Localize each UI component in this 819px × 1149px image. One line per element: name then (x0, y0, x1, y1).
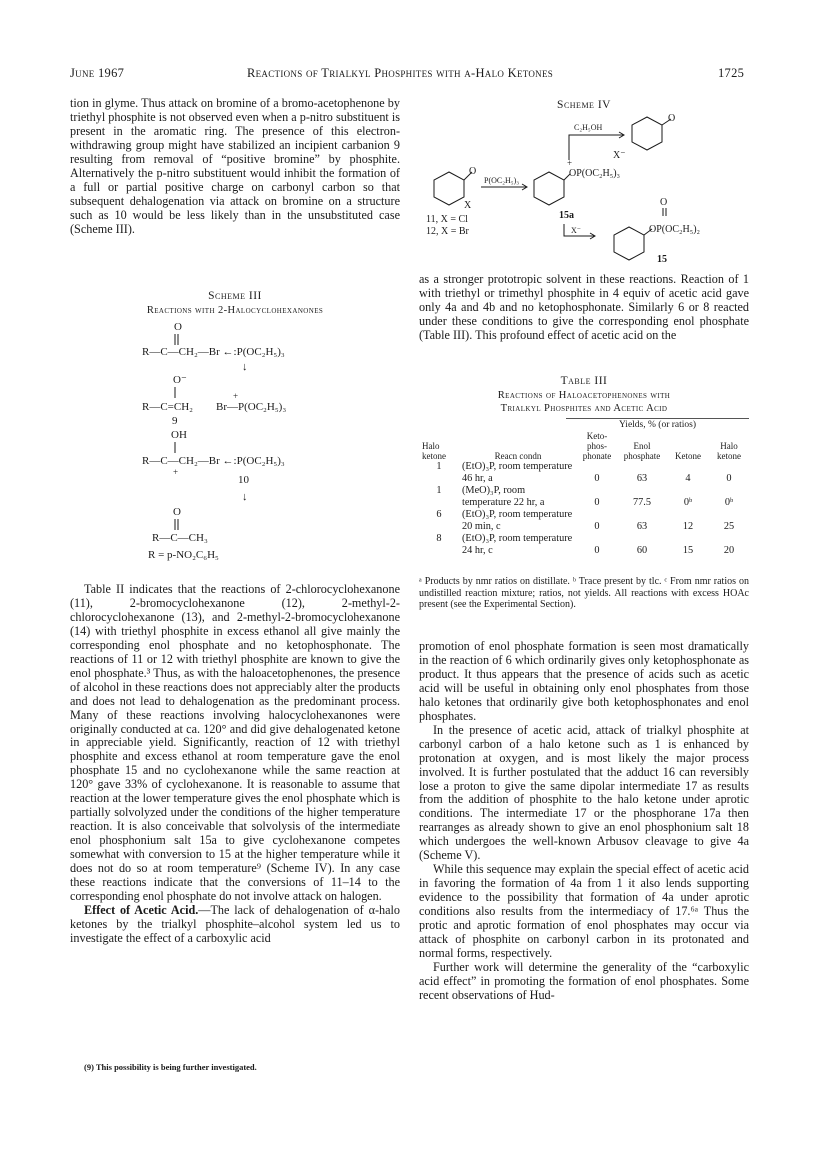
table-header-row (419, 431, 749, 461)
scheme3-r3-plus: + (173, 467, 179, 477)
paragraph-acetic-acid (70, 904, 400, 946)
table-cell: 15 (682, 545, 694, 556)
scheme4-reagent: P(OC₂H₅)₃ (484, 176, 520, 185)
table-cell: 0 (594, 473, 600, 484)
scheme3-r-definition: R = p-NO₂C₆H₅ (148, 549, 219, 561)
table3-subtitle-1: Reactions of Haloacetophenones with (497, 390, 671, 401)
paragraph: Table II indicates that the reactions of 2-chlorocyclohexanone (11), 2-bromocyclohexanone (12), 2-methyl-2-chlorocyclohexanone (13), and 2-methyl-2-bromocyclohexanone (14) with triethyl phosphite in excess ethanol all give mainly the corresponding enol phosphate and no ketophosphonate. The reactions of 11 or 12 with triethyl phosphite are known to give the enol phosphate.³ Thus, as with the haloacetophenones, the presence of alcohol in these reactions does not appreciably alter the products and does not lead to dehalogenation as the predominant process. Many of these reactions involving halocyclohexanones were originally conducted at ca. 120° and did give dehalogenated ketone in appreciable yield. Significantly, reaction of 12 with triethyl phosphite and excess ethanol at room temperature gave the enol phosphate 15 and no cyclohexanone while the same reaction at 120° gave 33% of cyclohexanone. It is reasonable to assume that reaction at the lower temperature gives the enol phosphate which is partially solvolyzed under the conditions of the higher temperature reaction. It is also conceivable that solvolysis of the intermediate enol phosphonium salt 15a to give cyclohexanone competes somewhat with conversion to 15 at the higher temperature while it does not do so at room temperature⁹ (Scheme IV). In any case these reactions indicate that the conversions of 11–14 to the corresponding enol phosphate do not involve attack on halogen. (70, 582, 400, 903)
table-header-cell: Keto-phos-phonate (582, 431, 612, 461)
table-cell: 0 (726, 473, 732, 484)
table-cell: 0 (594, 545, 600, 556)
paragraph: promotion of enol phosphate formation is seen most dramatically in the reaction of 6 which ordinarily gives only ketophosphonate as product. It thus appears that the presence of acids such as acetic acid will be useful in obtaining only enol phosphates from those halo ketones that ordinarily give both ketophosphonates and enol phosphates. (419, 639, 749, 723)
compound-label-11: 11, X = Cl (426, 214, 468, 225)
table-cell: 0ᵇ (683, 497, 693, 508)
table-cell: 4 (685, 473, 691, 484)
table-cell: 8 (436, 533, 442, 544)
cyclohexene-ring (614, 227, 644, 260)
scheme3-r3-oh: OH (171, 429, 187, 441)
running-header-date: June 1967 (70, 66, 125, 80)
scheme3-r2-oxygen: O⁻ (173, 374, 187, 386)
scheme3-r1-oxygen: O (174, 321, 182, 333)
running-header-title: Reactions of Trialkyl Phosphites with α-Halo Ketones (247, 66, 554, 80)
table-cell: 63 (636, 473, 648, 484)
table-header-cell: Ketone (675, 451, 701, 461)
table-cell: (EtO)₃P, room temperature 24 hr, c (462, 533, 573, 556)
table3-subtitle-2: Trialkyl Phosphites and Acetic Acid (500, 403, 668, 414)
left-column-top (70, 97, 400, 237)
table-row (419, 485, 749, 509)
table-header-cell: Halo ketone (422, 441, 446, 461)
table-cell: 1 (436, 461, 442, 472)
cyclohexanone-ring (632, 117, 662, 150)
compound-label-12: 12, X = Br (426, 226, 469, 237)
table-cell: 25 (723, 521, 735, 532)
scheme4-phosphate-oxygen: O (660, 197, 668, 208)
table-cell: 63 (636, 521, 648, 532)
section-heading: Effect of Acetic Acid. (84, 902, 199, 917)
arrow-down: ↓ (242, 361, 248, 373)
table-cell: 1 (436, 485, 442, 496)
table3-yields-header: Yields, % (or ratios) (566, 418, 749, 431)
table-cell: 0 (594, 497, 600, 508)
page-number: 1725 (718, 66, 745, 80)
table-cell: 0ᵇ (724, 497, 734, 508)
scheme3-row1: R—C—CH₂—Br ←:P(OC₂H₅)₃ (142, 346, 285, 358)
paragraph: as a stronger prototropic solvent in these reactions. Reaction of 1 with triethyl or trimethyl phosphite in 4 equiv of acetic acid gave only 4a and 4b and no ketophosphonate. Similarly 6 or 8 reacted under these conditions to give the corresponding enol phosphate (Table III). This profound effect of acetic acid on the (419, 272, 749, 342)
scheme3-row3: R—C—CH₂—Br ←:P(OC₂H₅)₃ (142, 455, 285, 467)
paragraph: In the presence of acetic acid, attack of trialkyl phosphite at carbonyl carbon of a halo ketone such as 1 is enhanced by protonation at oxygen, and is most likely the major process involved. It is further postulated that the adduct 16 can reversibly lose a proton to give the same dipolar intermediate 17 as results from the addition of phosphite to the halo ketone under aprotic conditions. The intermediate 17 or the phosphorane 17a then rearranges as already shown to give an enol phosphonium salt 18 which undergoes the well-known Arbusov cleavage to give 4a (Scheme V). (419, 722, 749, 863)
table-cell: (EtO)₃P, room temperature 20 min, c (462, 509, 573, 532)
scheme4-diagram (419, 112, 749, 267)
scheme3-subtitle: Reactions with 2-Halocyclohexanones (146, 305, 324, 316)
left-column-bottom (70, 583, 400, 946)
table-header-cell: Enol phosphate (623, 441, 661, 461)
cyclohexane-ring (434, 172, 464, 205)
compound-label-10: 10 (238, 474, 249, 486)
scheme4-phosphonium: OP(OC₂H₅)₃ (569, 168, 621, 179)
reaction-arrow-up (569, 135, 611, 160)
table-header-cell: Reacn condn (494, 451, 542, 461)
paragraph: Further work will determine the generality of the “carboxylic acid effect” in promoting the formation of enol phosphates. Some recent observations of Hud- (419, 959, 749, 1002)
table-header-cell: Halo ketone (717, 441, 741, 461)
scheme4-x-minus: X⁻ (613, 150, 626, 161)
scheme4-title: Scheme IV (557, 99, 611, 111)
scheme3-title: Scheme III (208, 290, 262, 302)
table-cell: 12 (682, 521, 694, 532)
table3-title: Table III (560, 375, 608, 387)
scheme4-plus: + (567, 158, 573, 168)
table-cell: 6 (436, 509, 442, 520)
table-cell: 20 (723, 545, 735, 556)
cyclohexene-ring (534, 172, 564, 205)
table-cell: 77.5 (632, 497, 652, 508)
scheme4-x-minus-2: X⁻ (571, 226, 581, 235)
right-column-bottom (419, 640, 749, 1003)
footnote-9: (9) This possibility is being further investigated. (84, 1062, 257, 1072)
arrow-down: ↓ (242, 491, 248, 503)
table-cell: (MeO)₃P, room temperature 22 hr, a (462, 485, 545, 508)
scheme3-row4: R—C—CH₃ (152, 532, 208, 544)
paragraph-text: —The lack of dehalogenation of α-halo ketones by the trialkyl phosphite–alcohol system led us to investigate the effect of a carboxylic acid (70, 902, 400, 945)
paragraph: While this sequence may explain the special effect of acetic acid in favoring the formation of 4a from 1 it also lends supporting evidence to the possibility that formation of 4a under aprotic conditions also results from the intermediacy of 17.⁶ᵃ Thus the protic and aprotic formation of enol phosphates may occur via attack of phosphite on carbonyl carbon in its protonated and normal forms, respectively. (419, 862, 749, 960)
compound-label-9: 9 (172, 415, 178, 427)
scheme4-ethanol: C₂H₅OH (574, 123, 603, 132)
table-row (419, 509, 749, 533)
scheme3-row2-right: Br—P(OC₂H₅)₃ (216, 401, 287, 413)
scheme3-diagram (140, 318, 360, 563)
scheme3-row2-left: R—C=CH₂ (142, 401, 193, 413)
scheme4-ketone-oxygen-2: O (668, 113, 676, 124)
table-cell: (EtO)₃P, room temperature 46 hr, a (462, 461, 573, 484)
scheme4-ketone-oxygen: O (469, 166, 477, 177)
scheme3-r4-oxygen: O (173, 506, 181, 518)
compound-label-15a: 15a (559, 210, 574, 221)
scheme3-r2-plus: + (233, 391, 239, 401)
compound-label-15: 15 (657, 254, 667, 265)
right-column-middle (419, 273, 749, 343)
scheme4-halogen: X (464, 200, 472, 211)
table-row (419, 461, 749, 485)
table-row (419, 533, 749, 557)
table-cell: 60 (636, 545, 648, 556)
table3 (419, 431, 749, 557)
table3-footnote: ᵃ Products by nmr ratios on distillate. ᵇ Trace present by tlc. ᶜ From nmr ratios on undistilled reaction mixture; ratios, not yields. All reactions with excess HOAc present (see the Experimental Section). (419, 576, 749, 610)
paragraph: tion in glyme. Thus attack on bromine of a bromo-acetophenone by triethyl phosphite is not observed even when a p-nitro substituent is present in the aromatic ring. The presence of this electron-withdrawing group might have stabilized an incipient carbanion 9 resulting from removal of “positive bromine” by phosphite. Alternatively the p-nitro substituent would inhibit the formation of a full or partial positive charge on carbonyl carbon so that subsequent dehalogenation via attack on bromine on a structure such as 10 would be less likely than in the unsubstituted case (Scheme III). (70, 96, 400, 236)
scheme4-phosphate: OP(OC₂H₅)₂ (649, 224, 701, 235)
table-cell: 0 (594, 521, 600, 532)
